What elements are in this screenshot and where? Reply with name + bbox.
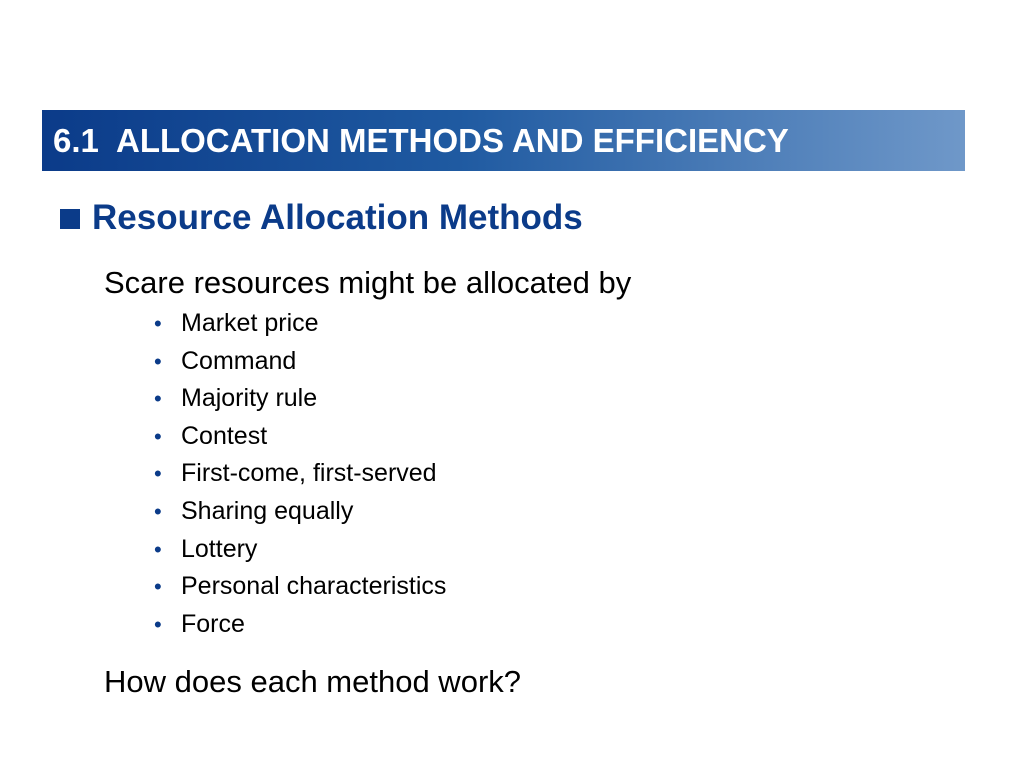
list-item	[154, 421, 446, 462]
bullet-dot-icon: •	[154, 461, 162, 487]
list-item-label: Contest	[181, 421, 268, 450]
bullet-dot-icon: •	[154, 348, 162, 374]
slide-title: 6.1 ALLOCATION METHODS AND EFFICIENCY	[53, 122, 789, 159]
list-item	[154, 346, 446, 387]
bullet-dot-icon: •	[154, 386, 162, 412]
square-bullet-icon	[60, 209, 80, 229]
closing-question: How does each method work?	[104, 664, 522, 699]
list-item	[154, 574, 446, 612]
list-item-label: Lottery	[181, 534, 258, 563]
list-item-label: Personal characteristics	[181, 572, 447, 601]
list-item	[154, 496, 446, 537]
bullet-dot-icon: •	[154, 311, 162, 336]
section-heading	[60, 200, 583, 235]
list-item	[154, 609, 446, 650]
title-bar	[42, 110, 965, 171]
list-item-label: Majority rule	[181, 384, 318, 413]
list-item-label: Market price	[181, 309, 319, 337]
list-item-label: First-come, first-served	[181, 459, 437, 488]
bullet-dot-icon: •	[154, 611, 162, 637]
list-item-label: Sharing equally	[181, 496, 354, 525]
list-item	[154, 534, 446, 575]
bullet-dot-icon: •	[154, 498, 162, 524]
list-item	[154, 311, 446, 349]
bullet-dot-icon: •	[154, 423, 162, 449]
methods-list	[154, 311, 446, 649]
list-item-label: Command	[181, 346, 297, 375]
bullet-dot-icon: •	[154, 574, 162, 600]
bullet-dot-icon: •	[154, 536, 162, 562]
section-heading-text: Resource Allocation Methods	[92, 198, 583, 237]
list-item	[154, 386, 446, 424]
list-item	[154, 461, 446, 499]
intro-text: Scare resources might be allocated by	[104, 265, 632, 300]
list-item-label: Force	[181, 609, 245, 638]
